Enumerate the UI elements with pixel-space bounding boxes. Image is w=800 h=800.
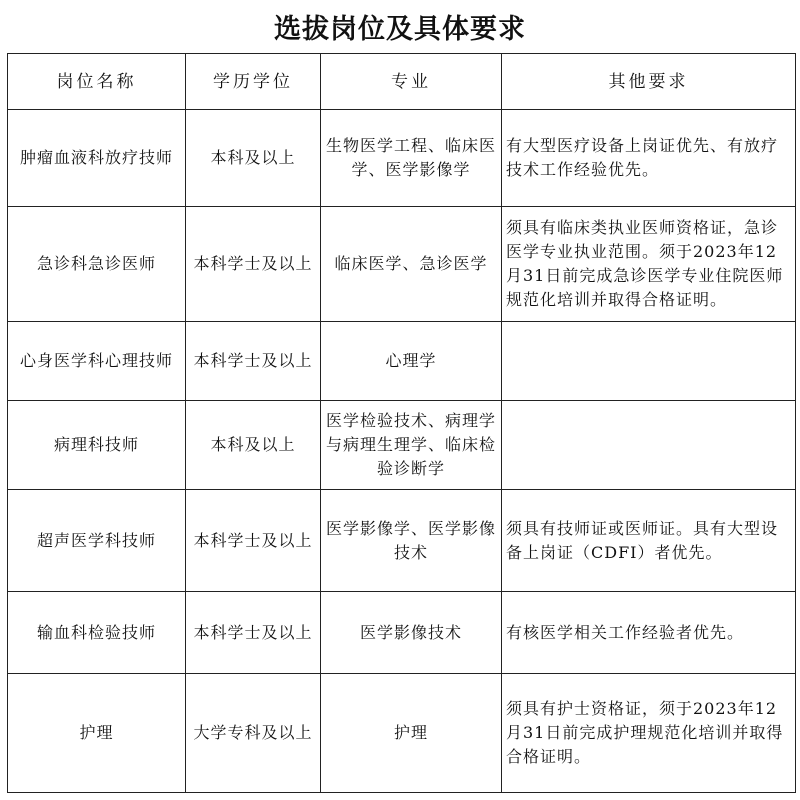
major-cell: 医学检验技术、病理学与病理生理学、临床检验诊断学 xyxy=(321,401,502,490)
major-cell: 医学影像技术 xyxy=(321,592,502,674)
table-row xyxy=(8,401,796,490)
position-name-cell: 急诊科急诊医师 xyxy=(8,207,186,322)
requirements-cell: 须具有临床类执业医师资格证，急诊医学专业执业范围。须于2023年12月31日前完成急诊医学专业住院医师规范化培训并取得合格证明。 xyxy=(502,207,796,322)
major-cell: 护理 xyxy=(321,674,502,793)
major-cell: 医学影像学、医学影像技术 xyxy=(321,490,502,592)
education-cell: 本科学士及以上 xyxy=(186,322,321,401)
position-name-cell: 心身医学科心理技师 xyxy=(8,322,186,401)
header-major: 专业 xyxy=(321,54,502,110)
table-row xyxy=(8,592,796,674)
requirements-cell: 须具有护士资格证，须于2023年12月31日前完成护理规范化培训并取得合格证明。 xyxy=(502,674,796,793)
education-cell: 本科及以上 xyxy=(186,401,321,490)
requirements-cell: 有大型医疗设备上岗证优先、有放疗技术工作经验优先。 xyxy=(502,110,796,207)
position-name-cell: 病理科技师 xyxy=(8,401,186,490)
requirements-cell xyxy=(502,322,796,401)
requirements-cell xyxy=(502,401,796,490)
requirements-cell: 有核医学相关工作经验者优先。 xyxy=(502,592,796,674)
education-cell: 本科学士及以上 xyxy=(186,490,321,592)
header-education: 学历学位 xyxy=(186,54,321,110)
table-row xyxy=(8,322,796,401)
position-name-cell: 肿瘤血液科放疗技师 xyxy=(8,110,186,207)
major-cell: 生物医学工程、临床医学、医学影像学 xyxy=(321,110,502,207)
education-cell: 本科学士及以上 xyxy=(186,592,321,674)
education-cell: 本科及以上 xyxy=(186,110,321,207)
table-header-row xyxy=(8,54,796,110)
education-cell: 大学专科及以上 xyxy=(186,674,321,793)
page-title: 选拔岗位及具体要求 xyxy=(274,14,526,45)
table-row xyxy=(8,207,796,322)
positions-table xyxy=(7,53,796,793)
table-row xyxy=(8,674,796,793)
position-name-cell: 超声医学科技师 xyxy=(8,490,186,592)
major-cell: 临床医学、急诊医学 xyxy=(321,207,502,322)
header-position: 岗位名称 xyxy=(8,54,186,110)
requirements-cell: 须具有技师证或医师证。具有大型设备上岗证（CDFI）者优先。 xyxy=(502,490,796,592)
table-row xyxy=(8,490,796,592)
table-row xyxy=(8,110,796,207)
header-requirements: 其他要求 xyxy=(502,54,796,110)
position-name-cell: 护理 xyxy=(8,674,186,793)
position-name-cell: 输血科检验技师 xyxy=(8,592,186,674)
major-cell: 心理学 xyxy=(321,322,502,401)
education-cell: 本科学士及以上 xyxy=(186,207,321,322)
